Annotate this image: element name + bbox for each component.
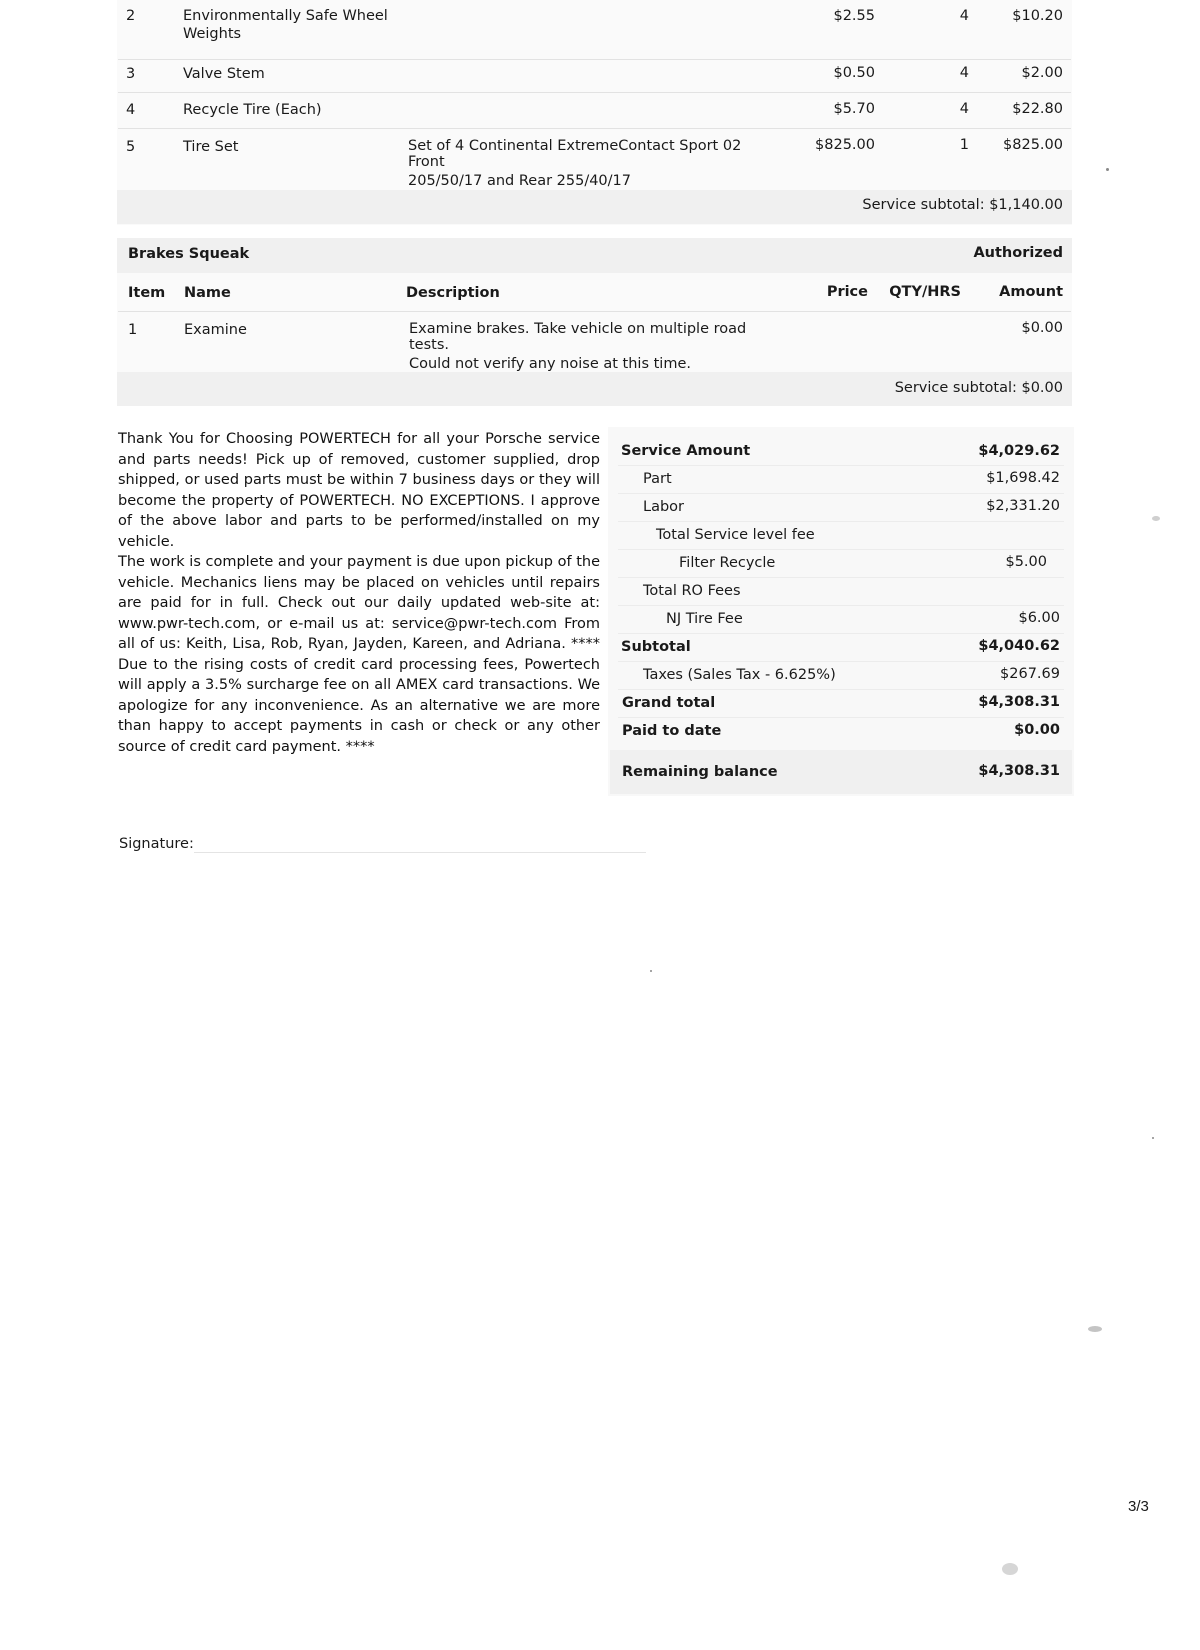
row-item-number: 3 <box>126 66 136 82</box>
row-amount: $22.80 <box>1012 101 1063 117</box>
service-level-fee-label: Total Service level fee <box>656 527 815 543</box>
signature-line <box>194 852 646 853</box>
service-title: Brakes Squeak <box>128 246 250 262</box>
row-price: $5.70 <box>833 101 875 117</box>
row-qty: 4 <box>959 65 969 81</box>
column-header-item: Item <box>128 285 166 301</box>
row-description: Examine brakes. Take vehicle on multiple road tests. Could not verify any noise at this time. <box>409 321 747 372</box>
row-amount: $0.00 <box>1021 320 1063 336</box>
row-price: $0.50 <box>833 65 875 81</box>
labor-value: $2,331.20 <box>986 498 1060 514</box>
row-item-number: 5 <box>126 139 136 155</box>
row-amount: $10.20 <box>1012 8 1063 24</box>
row-item-number: 2 <box>126 8 136 24</box>
paid-to-date-value: $0.00 <box>1014 722 1060 738</box>
part-label: Part <box>643 471 672 487</box>
service-amount-label: Service Amount <box>621 443 751 459</box>
row-name: Tire Set <box>183 139 239 155</box>
filter-recycle-label: Filter Recycle <box>679 555 776 571</box>
column-header-amount: Amount <box>999 284 1063 300</box>
row-price: $2.55 <box>833 8 875 24</box>
row-name: Valve Stem <box>183 66 265 82</box>
filter-recycle-value: $5.00 <box>1005 554 1047 570</box>
nj-tire-fee-label: NJ Tire Fee <box>666 611 743 627</box>
part-value: $1,698.42 <box>986 470 1060 486</box>
subtotal-label: Subtotal <box>621 639 691 655</box>
row-qty: 4 <box>959 101 969 117</box>
row-description: Set of 4 Continental ExtremeContact Sport 02 Front 205/50/17 and Rear 255/40/17 <box>408 138 742 189</box>
row-name: Environmentally Safe Wheel Weights <box>183 8 388 42</box>
column-header-price: Price <box>826 284 868 300</box>
grand-total-value: $4,308.31 <box>978 694 1060 710</box>
labor-label: Labor <box>643 499 685 515</box>
row-amount: $2.00 <box>1021 65 1063 81</box>
row-qty: 1 <box>959 137 969 153</box>
signature-label: Signature: <box>119 836 194 852</box>
ro-fees-label: Total RO Fees <box>643 583 741 599</box>
row-name: Recycle Tire (Each) <box>183 102 322 118</box>
row-amount: $825.00 <box>1003 137 1063 153</box>
grand-total-label: Grand total <box>622 695 716 711</box>
row-item-number: 4 <box>126 102 136 118</box>
taxes-value: $267.69 <box>1000 666 1060 682</box>
service-subtotal: Service subtotal: $0.00 <box>894 380 1063 396</box>
paid-to-date-label: Paid to date <box>622 723 722 739</box>
column-header-qty: QTY/HRS <box>889 284 961 300</box>
row-price: $825.00 <box>815 137 875 153</box>
subtotal-value: $4,040.62 <box>978 638 1060 654</box>
column-header-description: Description <box>406 285 500 301</box>
row-name: Examine <box>184 322 247 338</box>
customer-notice <box>118 429 600 757</box>
service-subtotal: Service subtotal: $1,140.00 <box>862 197 1063 213</box>
remaining-balance-value: $4,308.31 <box>978 763 1060 779</box>
service-status-badge: Authorized <box>973 245 1063 261</box>
column-header-name: Name <box>184 285 231 301</box>
row-qty: 4 <box>959 8 969 24</box>
page-number: 3/3 <box>1128 1498 1149 1515</box>
notice-paragraph-2: The work is complete and your payment is due upon pickup of the vehicle. Mechanics liens may be placed on vehicles until repairs are paid for in full. Check out our daily updated web-site at: www.pwr-tech.com, or e-mail us at: service@pwr-tech.com From all of us: Keith, Lisa, Rob, Ryan, Jayden, Kareen, and Adriana. **** Due to the rising costs of credit card processing fees, Powertech will apply a 3.5% surcharge fee on all AMEX card transactions. We apologize for any inconvenience. As an alternative we are more than happy to accept payments in cash or check or any other source of credit card payment. **** <box>118 554 600 755</box>
service-amount-value: $4,029.62 <box>978 443 1060 459</box>
notice-paragraph-1: Thank You for Choosing POWERTECH for all your Porsche service and parts needs! Pick up of removed, customer supplied, drop shipped, or used parts must be within 7 business days or they will become the property of POWERTECH. NO EXCEPTIONS. I approve of the above labor and parts to be performed/installed on my vehicle. <box>118 431 600 550</box>
taxes-label: Taxes (Sales Tax - 6.625%) <box>643 667 836 683</box>
remaining-balance-label: Remaining balance <box>622 764 778 780</box>
nj-tire-fee-value: $6.00 <box>1018 610 1060 626</box>
row-item-number: 1 <box>128 322 138 338</box>
